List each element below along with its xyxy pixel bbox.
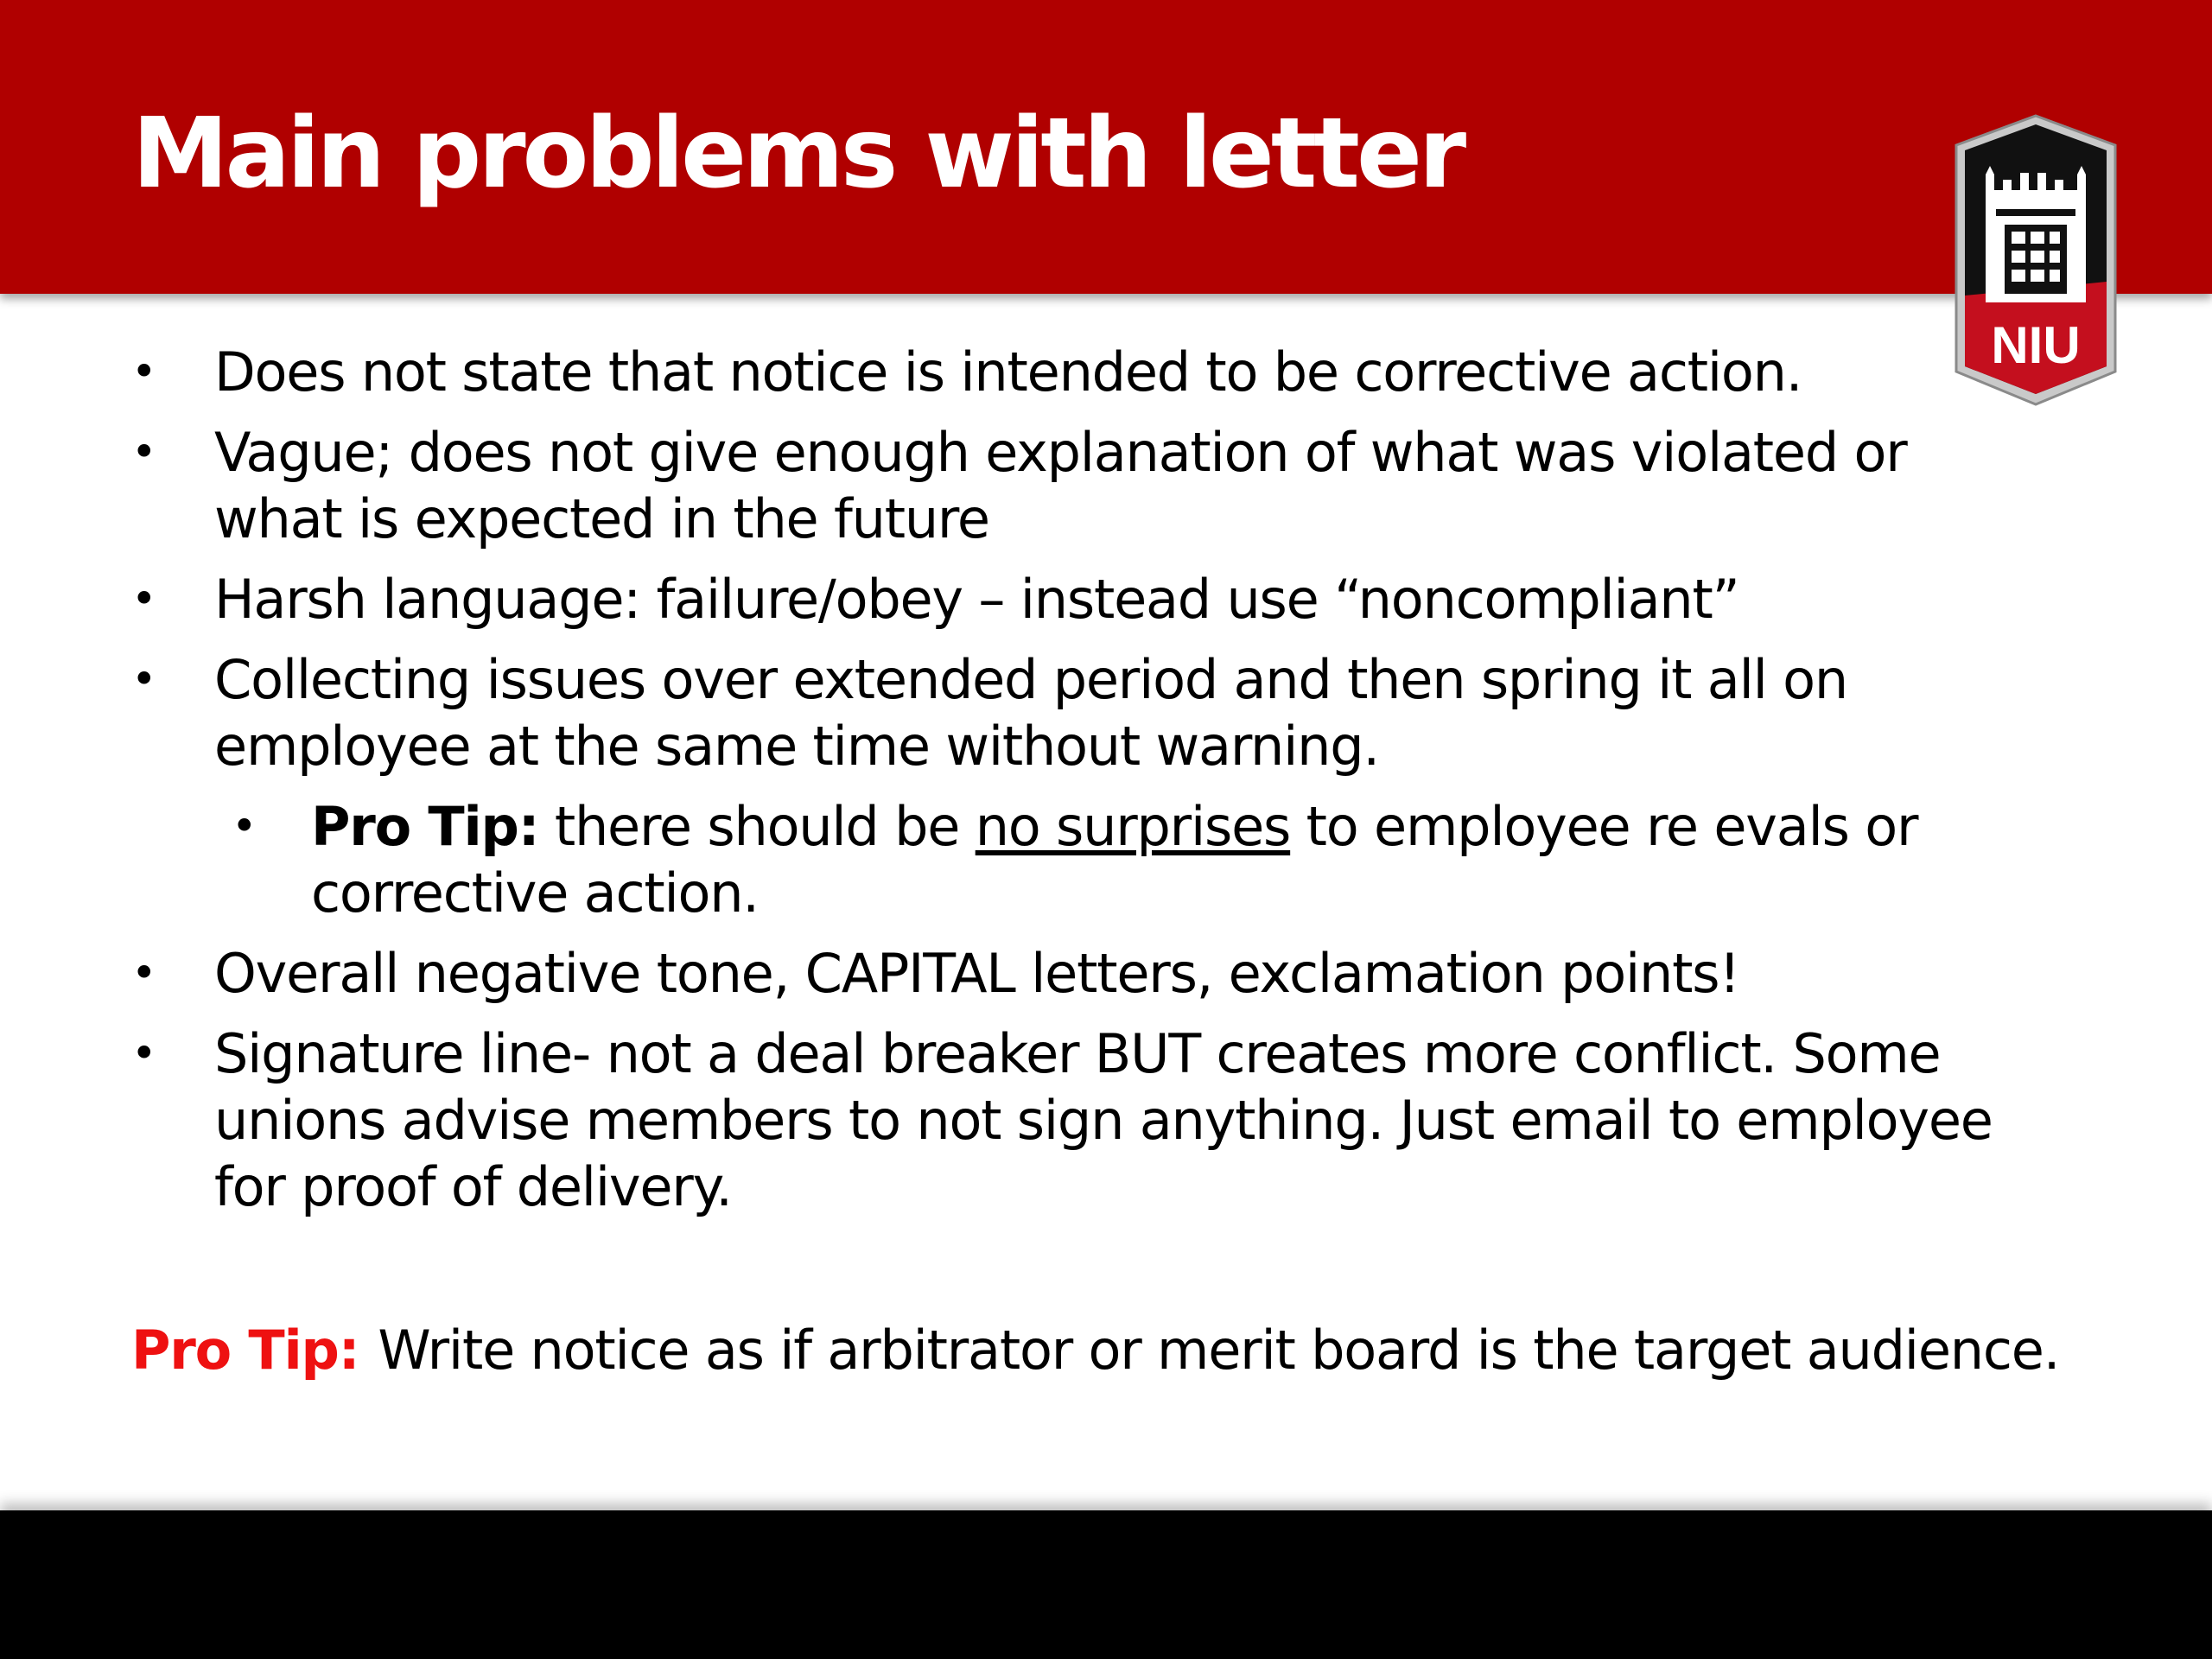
bullet-text: Collecting issues over extended period and then spring it all on employee at the same time without warning.: [214, 648, 1847, 778]
bullet-dot: •: [232, 801, 257, 851]
bullet-item: [128, 339, 2012, 405]
pro-tip-text-before: there should be: [554, 795, 960, 858]
bullet-list: [128, 339, 2012, 1234]
bullet-text: Overall negative tone, CAPITAL letters, exclamation points!: [214, 942, 1739, 1005]
footer-pro-tip-text: Write notice as if arbitrator or merit board is the target audience.: [378, 1319, 2060, 1382]
bullet-dot: •: [131, 346, 156, 397]
bullet-item: [128, 646, 2012, 779]
bullet-item: [128, 419, 2012, 552]
bullet-text: Vague; does not give enough explanation of what was violated or what is expected in the future: [214, 421, 1907, 550]
bullet-item: [128, 566, 2012, 632]
bullet-dot: •: [131, 654, 156, 704]
sub-bullet-pro-tip: [225, 793, 2012, 926]
bullet-dot: •: [131, 948, 156, 998]
slide-title: Main problems with letter: [132, 98, 1464, 210]
bullet-item: [128, 940, 2012, 1007]
pro-tip-text-after: to employee re evals or corrective action.: [311, 795, 1918, 925]
header-band: [0, 0, 2212, 294]
bullet-dot: •: [131, 574, 156, 624]
footer-pro-tip-label: Pro Tip:: [131, 1319, 359, 1382]
pro-tip-emphasis: no surprises: [975, 795, 1291, 858]
footer-bar: [0, 1510, 2212, 1659]
bullet-text: Harsh language: failure/obey – instead use “noncompliant”: [214, 568, 1739, 631]
pro-tip-label: Pro Tip:: [311, 795, 539, 858]
bullet-text: Does not state that notice is intended to be corrective action.: [214, 340, 1802, 404]
bullet-dot: •: [131, 427, 156, 477]
footer-pro-tip: [131, 1319, 2059, 1382]
bullet-dot: •: [131, 1028, 156, 1078]
bullet-text: Signature line- not a deal breaker BUT creates more conflict. Some unions advise members to not sign anything. Just email to employee for proof of delivery.: [214, 1022, 1993, 1218]
logo-text: NIU: [1991, 316, 2081, 374]
bullet-item: [128, 1020, 2012, 1220]
